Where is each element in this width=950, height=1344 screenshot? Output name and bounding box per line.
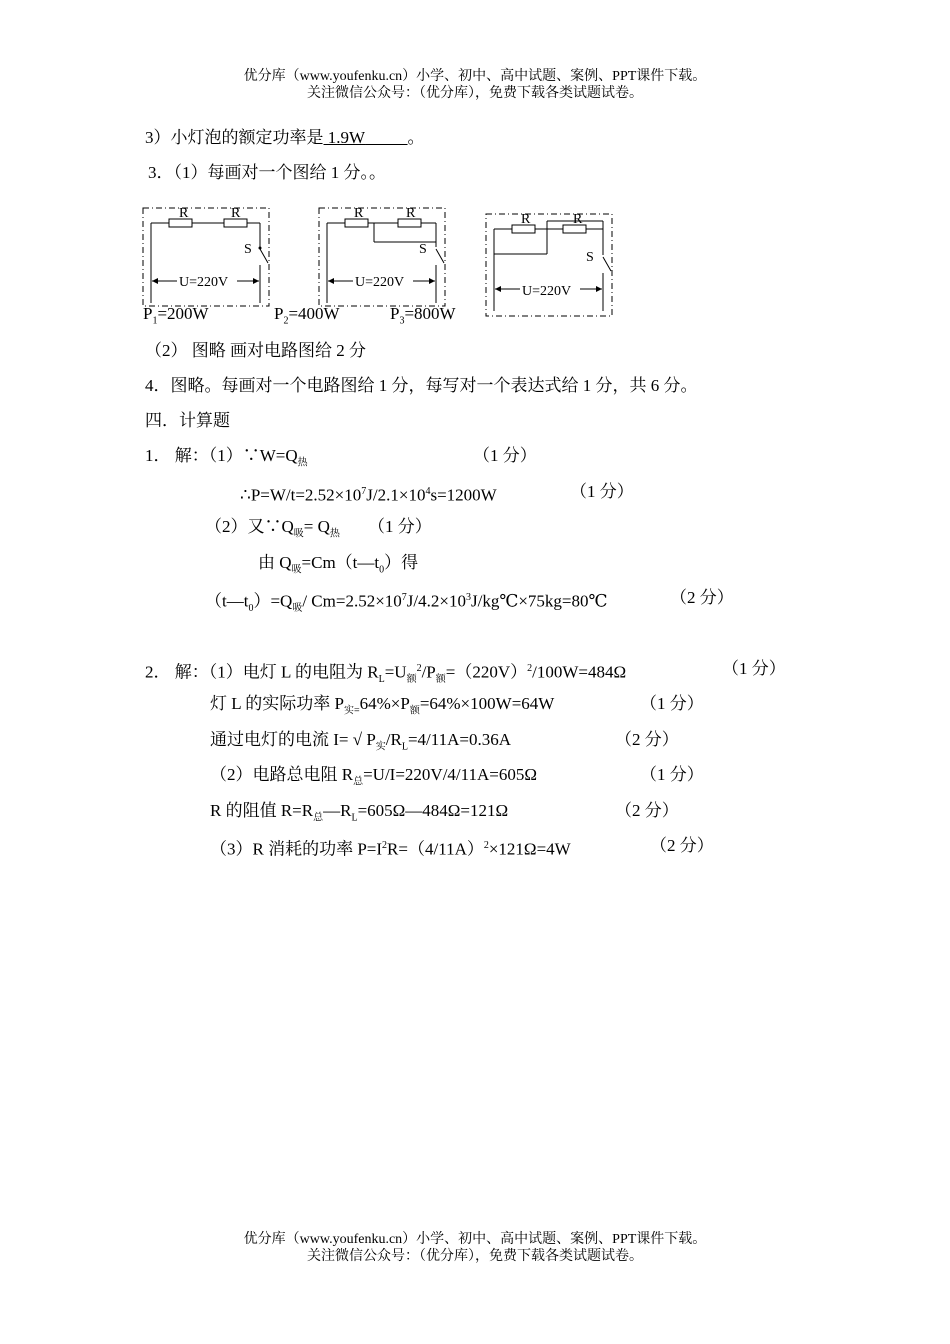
page-footer [0, 1231, 950, 1265]
header-line-1: 优分库（www.youfenku.cn）小学、初中、高中试题、案例、PPT课件下载。 [243, 69, 707, 84]
power-label-3: $P_3=800W$ [390, 304, 456, 327]
calc1-line4: 由 $Q_吸=Cm(t—t_0)$得 [258, 553, 419, 576]
calc2-line4: （2）电路总电阻 $R_总=U/I=220V/4/11A=605\Omega$ [210, 765, 538, 788]
svg-text:R: R [406, 206, 416, 221]
header-line-2: 关注微信公众号：（优分库），免费下载各类试题试卷。 [307, 86, 643, 101]
section-title-calc: 四．计算题 [145, 411, 230, 430]
svg-text:R: R [521, 212, 531, 227]
svg-text:U=220V: U=220V [179, 275, 229, 290]
power-label-2: $P_2=400W$ [274, 304, 340, 327]
svg-text:S: S [586, 250, 594, 265]
footer-line-2: 关注微信公众号：（优分库），免费下载各类试题试卷。 [307, 1249, 643, 1264]
calc1-line1: 1． 解：$(1)\because W=Q_热$ [145, 446, 308, 469]
section-3-line: 3．（1）每画对一个图给 1 分。。 [148, 163, 386, 182]
calc1-score2: （1 分） [570, 482, 634, 501]
svg-text:S: S [244, 242, 252, 257]
svg-text:U=220V: U=220V [522, 284, 572, 299]
calc1-score5: （2 分） [670, 588, 734, 607]
calc2-line3: 通过电灯的电流 I= √ $P_实/R_L=4/11A=0.36A$ [210, 730, 512, 753]
circuit-single [318, 203, 448, 313]
footer-line-1: 优分库（www.youfenku.cn）小学、初中、高中试题、案例、PPT课件下载。 [243, 1232, 707, 1247]
circuit-parallel [485, 211, 615, 324]
calc1-line2: $\therefore P=W/t=2.52\times 10^7J/2.1\times 10^4s=1200W$ [240, 485, 497, 505]
q3-suffix: 。 [407, 128, 425, 147]
calc2-score6: （2 分） [650, 836, 714, 855]
calc2-line6: （3）R 消耗的功率 $P=I^2R=(4/11A)^2\times 121\Omega=4W$ [210, 839, 571, 859]
calc1-line5: $(t—t_0)=Q_吸/$ $Cm=2.52\times 10^7J/4.2\times 10^3J/kg℃\times 75kg=80℃$ [205, 591, 608, 615]
calc2-score5: （2 分） [615, 801, 679, 820]
calc2-score1: （1 分） [722, 659, 786, 678]
switch [260, 249, 268, 263]
calc1-line3: （2）又$\because Q_吸= Q_热$ [205, 517, 340, 540]
svg-text:R: R [354, 206, 364, 221]
q3-prefix: 3）小灯泡的额定功率是 [145, 128, 324, 147]
svg-text:S: S [419, 242, 427, 257]
calc2-score2: （1 分） [640, 694, 704, 713]
calc1-score3: （1 分） [368, 517, 432, 536]
svg-text:U=220V: U=220V [355, 275, 405, 290]
svg-text:R: R [573, 212, 583, 227]
calc2-score4: （1 分） [640, 765, 704, 784]
q3-answer: 1.9W [323, 128, 366, 147]
calc2-line5: R 的阻值 $R=R_总—R_L=605\Omega—484\Omega=121\Omega$ [210, 801, 509, 824]
q3-answer-line [145, 127, 425, 149]
page-header [0, 68, 950, 102]
calc1-score1: （1 分） [473, 446, 537, 465]
power-label-1: $P_1=200W$ [143, 304, 209, 327]
calc2-score3: （2 分） [615, 730, 679, 749]
svg-text:R: R [231, 206, 241, 221]
svg-text:R: R [179, 206, 189, 221]
section-3-2-line: （2） 图略 画对电路图给 2 分 [145, 341, 366, 360]
calc2-line2: 灯 L 的实际功率 $P_{实=}64\%\times P_额=64\%\times 100W=64W$ [210, 694, 555, 717]
circuit-series [142, 203, 272, 313]
section-4-line: 4．图略。每画对一个电路图给 1 分，每写对一个表达式给 1 分，共 6 分。 [145, 376, 698, 395]
calc2-line1: 2． 解：（1）电灯 L 的电阻为 $R_L=U_额^2/P_额=(220V)^2/100W=484\Omega$ [145, 662, 627, 686]
